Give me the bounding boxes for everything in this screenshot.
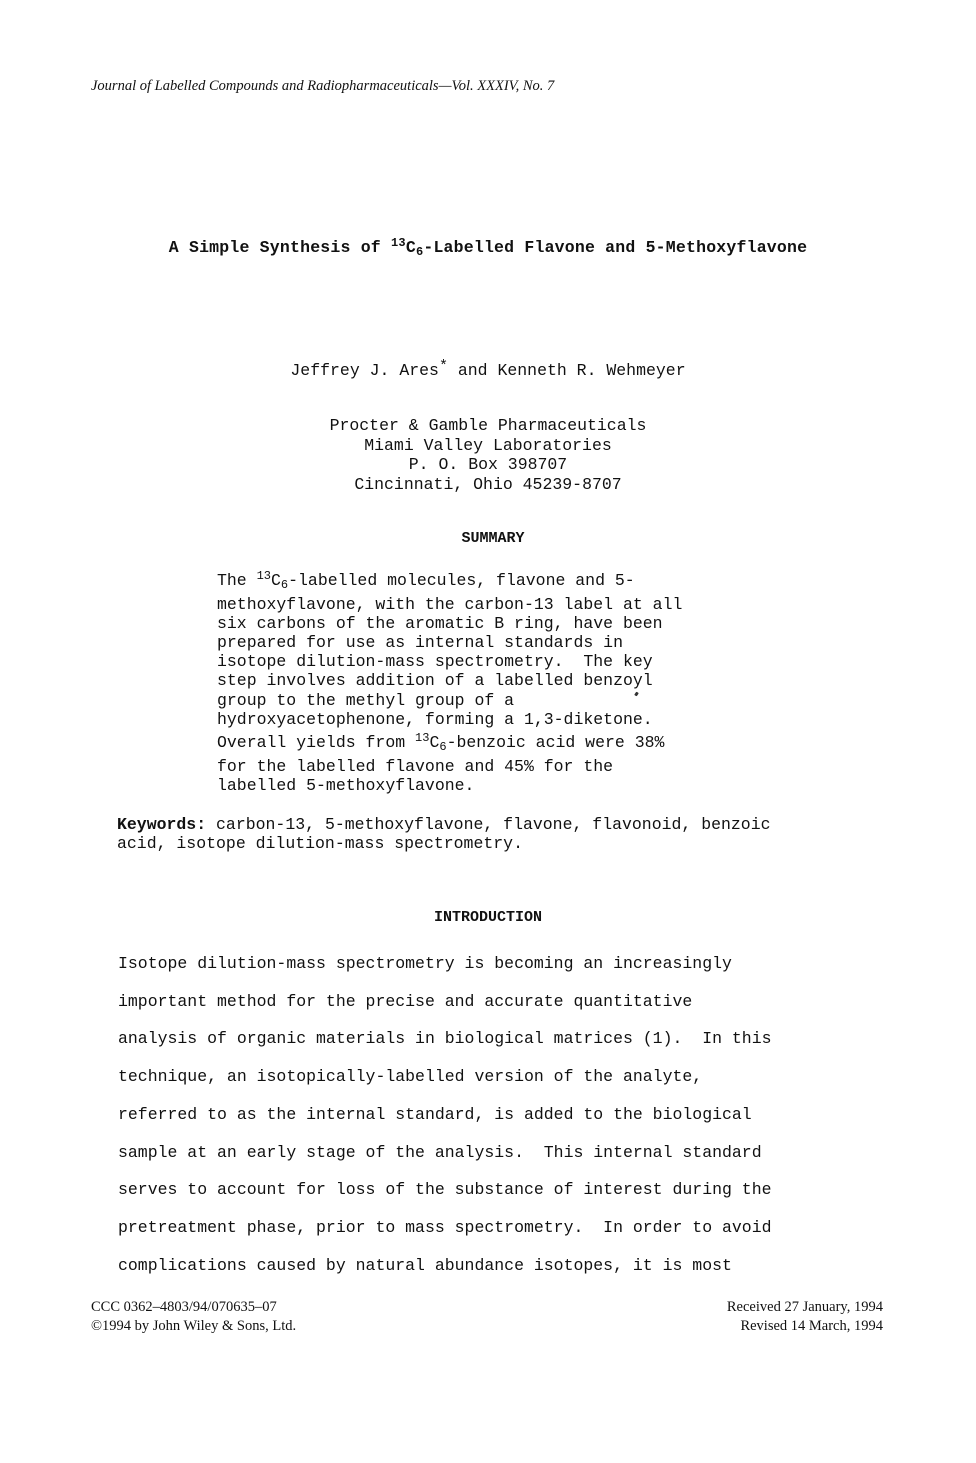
intro-line: pretreatment phase, prior to mass spectrometry. In order to avoid [118,1217,772,1237]
intro-line: technique, an isotopically-labelled version of the analyte, [118,1067,703,1087]
summary-line: step involves addition of a labelled benzoyl [217,671,653,691]
summary-heading: SUMMARY [461,530,525,547]
intro-line: analysis of organic materials in biological matrices (1). In this [118,1029,772,1049]
intro-line: sample at an early stage of the analysis. This internal standard [118,1142,762,1162]
summary-superscript: 13 [256,569,272,583]
ccc-code: CCC 0362–4803/94/070635–07 [91,1299,277,1315]
intro-line: serves to account for loss of the substance of interest during the [118,1180,772,1200]
introduction-heading: INTRODUCTION [433,909,543,926]
title-subscript: 6 [415,245,424,259]
summary-text [217,567,682,795]
keywords-label: Keywords: [117,815,207,834]
summary-part: The [217,571,257,590]
summary-part: -benzoic acid were 38% [446,732,665,752]
affiliation-line: Procter & Gamble Pharmaceuticals [329,416,647,435]
intro-line: complications caused by natural abundance isotopes, it is most [118,1255,732,1275]
introduction-text [118,945,772,1284]
author-asterisk: * [438,358,448,375]
summary-superscript: 13 [415,730,430,745]
summary-line: six carbons of the aromatic B ring, have been [217,614,663,634]
author-first: Jeffrey J. Ares [290,361,439,380]
intro-line: Isotope dilution-mass spectrometry is becoming an increasingly [118,954,732,973]
keywords [117,815,771,853]
affiliation-line: Cincinnati, Ohio 45239-8707 [354,474,622,494]
affiliation [0,416,976,494]
author-rest: and Kenneth R. Wehmeyer [447,361,686,380]
summary-line: prepared for use as internal standards in [217,633,623,653]
summary-line: for the labelled flavone and 45% for the [217,756,614,776]
footer-left [91,1298,296,1336]
affiliation-line: P. O. Box 398707 [408,455,568,474]
summary-line [217,729,682,757]
keywords-line: acid, isotope dilution-mass spectrometry. [117,834,523,853]
revised-date: Revised 14 March, 1994 [740,1318,883,1334]
summary-element: C [429,732,440,752]
received-date: Received 27 January, 1994 [726,1299,883,1315]
summary-part: -labelled molecules, flavone and 5- [288,571,635,590]
summary-element: C [271,571,281,590]
summary-line: labelled 5-methoxyflavone. [217,775,475,795]
footer-right [727,1298,883,1336]
copyright: ©1994 by John Wiley & Sons, Ltd. [91,1318,297,1334]
paper-title [0,236,976,259]
title-part: -Labelled Flavone and 5-Methoxyflavone [423,238,808,257]
affiliation-line: Miami Valley Laboratories [364,435,612,455]
summary-subscript: 6 [280,578,289,592]
summary-line [217,567,682,595]
authors [0,358,976,380]
summary-line: group to the methyl group of a [217,690,515,710]
summary-line: methoxyflavone, with the carbon-13 label at all [217,595,683,615]
title-element: C [405,238,416,257]
title-part: A Simple Synthesis of [168,238,392,257]
journal-header: Journal of Labelled Compounds and Radiopharmaceuticals—Vol. XXXIV, No. 7 [91,78,555,94]
summary-part: Overall yields from [217,732,416,752]
summary-subscript: 6 [439,739,447,754]
summary-line: isotope dilution-mass spectrometry. The key [217,652,653,672]
intro-line: important method for the precise and accurate quantitative [118,991,693,1011]
keywords-line [117,815,771,834]
summary-line: hydroxyacetophenone, forming a 1,3-diketone. [217,709,653,729]
intro-line: referred to as the internal standard, is added to the biological [118,1104,752,1124]
keywords-values: carbon-13, 5-methoxyflavone, flavone, flavonoid, benzoic [206,815,771,834]
title-superscript: 13 [391,236,406,250]
